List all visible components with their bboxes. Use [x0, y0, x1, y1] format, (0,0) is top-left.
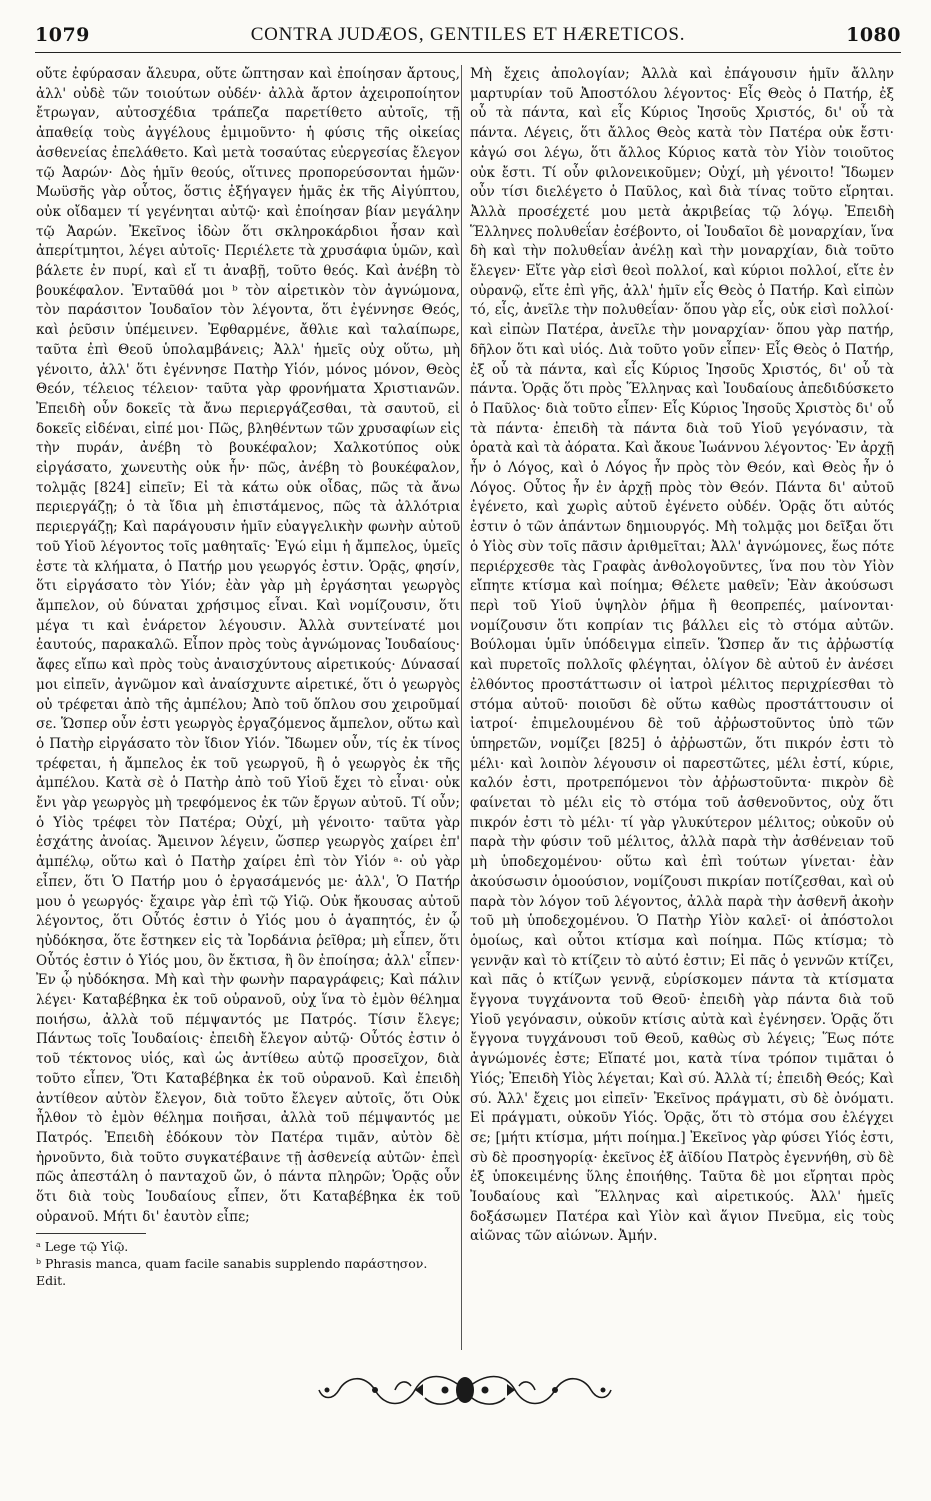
running-header	[35, 22, 901, 53]
footnote-separator	[36, 1233, 146, 1234]
running-title: CONTRA JUDÆOS, GENTILES ET HÆRETICOS.	[250, 24, 686, 45]
column-divider	[461, 65, 462, 1350]
left-column-text: οὔτε ἐφύρασαν ἄλευρα, οὔτε ὤπτησαν καὶ ἐποίησαν ἄρτους, ἀλλ' οὐδὲ τῶν τοιούτων οὐδέν· ἀλλὰ ἄρτον ἀχειροποίητον ἔτρωγαν, αὐτοσχέδια τράπεζα παρετίθετο αὐτοῖς, τῇ ἀπαθείᾳ τοὺς ἀγγέλους ἐμιμοῦντο· ἡ φύσις τῆς οἰκείας ἀσθενείας ἐπελάθετο. Καὶ μετὰ τοσαύτας εὐεργεσίας ἔλεγον τῷ Ἀαρών· Δὸς ἡμῖν θεούς, οἵτινες προπορεύσονται ἡμῶν· Μωϋσῆς γὰρ οὗτος, ὅστις ἐξήγαγεν ἡμᾶς ἐκ τῆς Αἰγύπτου, οὐκ οἴδαμεν τί γεγένηται αὐτῷ· καὶ ἐποίησαν βίαν μεγάλην τῷ Ἀαρών. Ἐκεῖνος ἰδὼν ὅτι σκληροκάρδιοι ἦσαν καὶ ἀπερίτμητοι, λέγει αὐτοῖς· Περιέλετε τὰ χρυσάφια ὑμῶν, καὶ βάλετε ἐν πυρί, καὶ εἴ τι ἀναβῇ, τοῦτο θεός. Καὶ ἀνέβη τὸ βουκέφαλον. Ἐνταῦθά μοι ᵇ τὸν αἱρετικὸν τὸν ἀγνώμονα, τὸν παράσιτον Ἰουδαῖον τὸν λέγοντα, ὅτι ἐγέννησε Θεός, καὶ ῥεῦσιν ὑπέμεινεν. Ἐφθαρμένε, ἄθλιε καὶ ταλαίπωρε, ταῦτα ἐπὶ Θεοῦ ὑπολαμβάνεις; Ἀλλ' ἡμεῖς οὐχ οὕτω, μὴ γένοιτο, ἀλλ' ὅτι ἐγέννησε Πατὴρ Υἱόν, μόνος μόνον, Θεὸς Θεόν, τέλειος τέλειον· ταῦτα γὰρ φρονήματα Χριστιανῶν. Ἐπειδὴ οὖν δοκεῖς τὰ ἄνω περιεργάζεσθαι, τὰ σαυτοῦ, εἰ δοκεῖς εἰδέναι, εἰπέ μοι· Πῶς, βληθέντων τῶν χρυσαφίων εἰς τὴν πυράν, ἀνέβη τὸ βουκέφαλον; Χαλκοτύπος οὐκ εἰργάσατο, χωνευτὴς οὐκ ἦν· πῶς, ἀνέβη τὸ βουκέφαλον, τολμᾷς [824] εἰπεῖν; Εἰ τὰ κάτω οὐκ οἶδας, πῶς τὰ ἄνω περιεργάζῃ; ὁ τὰ ἴδια μὴ ἐπιστάμενος, πῶς τὰ ἀλλότρια περιεργάζῃ; Καὶ παράγουσιν ἡμῖν εὐαγγελικὴν φωνὴν αὐτοῦ τοῦ Υἱοῦ λέγοντος τοῖς μαθηταῖς· Ἐγώ εἰμι ἡ ἄμπελος, ὑμεῖς ἐστε τὰ κλήματα, ὁ Πατήρ μου γεωργός ἐστιν. Ὁρᾷς, φησίν, ὅτι εἰργάσατο τὸν Υἱόν; ἐὰν γὰρ μὴ ἐργάσηται γεωργὸς ἄμπελον, οὐ δύναται χρήσιμος εἶναι. Καὶ νομίζουσιν, ὅτι μέγα τι καὶ ἐνάρετον λέγουσιν. Ἀλλὰ συντείνατέ μοι ἑαυτούς, παρακαλῶ. Εἶπον πρὸς τοὺς ἀγνώμονας Ἰουδαίους· ἄφες εἴπω καὶ πρὸς τοὺς ἀναισχύντους αἱρετικούς· Δύνασαί μοι εἰπεῖν, ἀγνῶμον καὶ ἀναίσχυντε αἱρετικέ, ὅτι ὁ γεωργὸς οὐ τρέφεται ἀπὸ τῆς ἀμπέλου; Ἀπὸ τοῦ ὅπλου σου χειροῦμαί σε. Ὥσπερ οὖν ἐστι γεωργὸς ἐργαζόμενος ἄμπελον, οὕτω καὶ ὁ Πατὴρ εἰργάσατο τὸν ἴδιον Υἱόν. Ἴδωμεν οὖν, τίς ἐκ τίνος τρέφεται, ἡ ἄμπελος ἐκ τοῦ γεωργοῦ, ἢ ὁ γεωργὸς ἐκ τῆς ἀμπέλου. Κατὰ σὲ ὁ Πατὴρ ἀπὸ τοῦ Υἱοῦ ἔχει τὸ εἶναι· οὐκ ἔνι γὰρ γεωργὸς μὴ τρεφόμενος ἐκ τῶν ἔργων αὐτοῦ. Τί οὖν; ὁ Υἱὸς τρέφει τὸν Πατέρα; Οὐχί, μὴ γένοιτο· ταῦτα γὰρ ἐσχάτης ἀνοίας. Ἄμεινον λέγειν, ὥσπερ γεωργὸς χαίρει ἐπ' ἀμπέλῳ, οὕτω καὶ ὁ Πατὴρ χαίρει ἐπὶ τὸν Υἱόν ᵃ· οὐ γὰρ εἶπεν, ὅτι Ὁ Πατήρ μου ὁ ἐργασάμενός με· ἀλλ', Ὁ Πατήρ μου ὁ γεωργός· ἔχαιρε γὰρ ἐπὶ τῷ Υἱῷ. Οὐκ ἤκουσας αὐτοῦ λέγοντος, ὅτι Οὗτός ἐστιν ὁ Υἱός μου ὁ ἀγαπητός, ἐν ᾧ ηὐδόκησα, ὅτε ἔστηκεν εἰς τὰ Ἰορδάνια ῥεῖθρα; μὴ εἶπεν, ὅτι Οὗτός ἐστιν ὁ Υἱός μου, ὃν ἔκτισα, ἢ ὃν ἐποίησα; ἀλλ' εἶπεν· Ἐν ᾧ ηὐδόκησα. Μὴ καὶ τὴν φωνὴν παραγράφεις; Καὶ πάλιν λέγει· Καταβέβηκα ἐκ τοῦ οὐρανοῦ, οὐχ ἵνα τὸ ἐμὸν θέλημα ποιήσω, ἀλλὰ τοῦ πέμψαντός με Πατρός. Τίσιν ἔλεγε; Πάντως τοῖς Ἰουδαίοις· ἐπειδὴ ἔλεγον αὐτῷ· Οὗτός ἐστιν ὁ τοῦ τέκτονος υἱός, καὶ ὡς ἀντίθεω αὐτῷ προσεῖχον, διὰ τοῦτο εἶπεν, Ὅτι Καταβέβηκα ἐκ τοῦ οὐρανοῦ. Καὶ ἐπειδὴ ἀντίθεον αὐτὸν ἔλεγον, διὰ τοῦτο ἔλεγεν αὐτοῖς, ὅτι Οὐκ ἦλθον τὸ ἐμὸν θέλημα ποιῆσαι, ἀλλὰ τοῦ πέμψαντός με Πατρός. Ἐπειδὴ ἐδόκουν τὸν Πατέρα τιμᾶν, αὐτὸν δὲ ἠρνοῦντο, διὰ τοῦτο συγκατέβαινε τῇ ἀσθενείᾳ αὐτῶν· ἐπεὶ πῶς ἀπεστάλη ὁ πανταχοῦ ὤν, ὁ πάντα πληρῶν; Ὁρᾷς οὖν ὅτι διὰ τοὺς Ἰουδαίους εἶπεν, ὅτι Καταβέβηκα ἐκ τοῦ οὐρανοῦ. Μήτι δι' ἑαυτὸν εἶπε;	[36, 66, 460, 1225]
footnote-b: ᵇ Phrasis manca, quam facile sanabis supplendo παράστησον. Edit.	[36, 1256, 428, 1289]
footnote-a: ᵃ Lege τῷ Υἱῷ.	[36, 1239, 129, 1255]
right-column	[470, 65, 894, 1355]
left-column	[36, 65, 460, 1355]
right-column-text: Μὴ ἔχεις ἀπολογίαν; Ἀλλὰ καὶ ἐπάγουσιν ἡμῖν ἄλλην μαρτυρίαν τοῦ Ἀποστόλου λέγοντος· Εἷς Θεὸς ὁ Πατήρ, ἐξ οὗ τὰ πάντα, καὶ εἷς Κύριος Ἰησοῦς Χριστός, δι' οὗ τὰ πάντα. Λέγεις, ὅτι ἄλλος Θεὸς κατὰ τὸν Πατέρα οὐκ ἔστι· κἀγώ σοι λέγω, ὅτι ἄλλος Κύριος κατὰ τὸν Υἱὸν τοιοῦτος οὐκ ἔστι. Τί οὖν φιλονεικοῦμεν; Οὐχί, μὴ γένοιτο! Ἴδωμεν οὖν τίσι διελέγετο ὁ Παῦλος, καὶ διὰ τίνας τοῦτο εἴρηται. Ἀλλὰ προσέχετέ μου μετὰ ἀκριβείας τῷ λόγῳ. Ἐπειδὴ Ἕλληνες πολυθεΐαν ἐσέβοντο, οἱ Ἰουδαῖοι δὲ μοναρχίαν, ἵνα δὴ καὶ τὴν πολυθεΐαν ἀνέλῃ καὶ τὴν μοναρχίαν, διὰ τοῦτο ἔλεγεν· Εἴτε γὰρ εἰσὶ θεοὶ πολλοί, καὶ κύριοι πολλοί, εἴτε ἐν οὐρανῷ, εἴτε ἐπὶ γῆς, ἀλλ' ἡμῖν εἷς Θεὸς ὁ Πατήρ. Καὶ εἰπὼν τό, εἷς, ἀνεῖλε τὴν πολυθεΐαν· ὅπου γὰρ εἷς, οὐκ εἰσὶ πολλοί· καὶ εἰπὼν Πατέρα, ἀνεῖλε τὴν μοναρχίαν· ὅπου γὰρ πατήρ, δῆλον ὅτι καὶ υἱός. Διὰ τοῦτο γοῦν εἶπεν· Εἷς Θεὸς ὁ Πατήρ, ἐξ οὗ τὰ πάντα, καὶ εἷς Κύριος Ἰησοῦς Χριστός, δι' οὗ τὰ πάντα. Ὁρᾷς ὅτι πρὸς Ἕλληνας καὶ Ἰουδαίους ἀπεδιδύσκετο ὁ Παῦλος· διὰ τοῦτο εἶπεν· Εἷς Κύριος Ἰησοῦς Χριστὸς δι' οὗ τὰ πάντα· ἐπειδὴ τὰ πάντα διὰ τοῦ Υἱοῦ γεγόνασιν, τὰ ὁρατὰ καὶ τὰ ἀόρατα. Καὶ ἄκουε Ἰωάννου λέγοντος· Ἐν ἀρχῇ ἦν ὁ Λόγος, καὶ ὁ Λόγος ἦν πρὸς τὸν Θεόν, καὶ Θεὸς ἦν ὁ Λόγος. Οὗτος ἦν ἐν ἀρχῇ πρὸς τὸν Θεόν. Πάντα δι' αὐτοῦ ἐγένετο, καὶ χωρὶς αὐτοῦ ἐγένετο οὐδέν. Ὁρᾷς ὅτι αὐτός ἐστιν ὁ τῶν ἁπάντων δημιουργός. Μὴ τολμᾷς μοι δεῖξαι ὅτι ὁ Υἱὸς σὺν τοῖς πᾶσιν ἀριθμεῖται; Ἀλλ' ἀγνώμονες, ἕως πότε περιέρχεσθε τὰς Γραφὰς ἀνθολογοῦντες, ἵνα που τὸν Υἱὸν εἴπητε κτίσμα καὶ ποίημα; Θέλετε μαθεῖν; Ἐὰν ἀκούσωσι περὶ τοῦ Υἱοῦ ὑψηλὸν ῥῆμα ἢ θεοπρεπές, μαίνονται· νομίζουσιν ὅτι κοπρίαν τις βάλλει εἰς τὸ στόμα αὐτῶν. Βούλομαι ὑμῖν ὑπόδειγμα εἰπεῖν. Ὥσπερ ἄν τις ἀῤῥωστίᾳ καὶ πυρετοῖς πολλοῖς φλέγηται, ὀλίγον δὲ αὐτοῦ ἐν ἀνέσει ἐλθόντος προστάττωσιν οἱ ἰατροὶ μέλιτος περιχρίεσθαι τὸ στόμα αὐτοῦ· ποιοῦσι δὲ οὕτω καθὼς προστάττουσιν οἱ ἰατροί· ἐπιμελουμένου δὲ τοῦ ἀῤῥωστοῦντος ὑπὸ τῶν ὑπηρετῶν, νομίζει [825] ὁ ἀῤῥωστῶν, ὅτι πικρόν ἐστι τὸ μέλι· καὶ λοιπὸν λέγουσιν οἱ παρεστῶτες, μέλι ἐστί, κύριε, καλόν ἐστι, προτρεπόμενοι τὸν ἀῤῥωστοῦντα· πικρὸν δὲ φαίνεται τὸ μέλι εἰς τὸ στόμα τοῦ ἀσθενοῦντος, οὐχ ὅτι πικρόν ἐστι τὸ μέλι· τί γὰρ γλυκύτερον μέλιτος; οὐκοῦν οὐ παρὰ τὴν φύσιν τοῦ μέλιτος, ἀλλὰ παρὰ τὴν ἀσθένειαν τοῦ μὴ ὑποδεχομένου· οὕτω καὶ ἐπὶ τούτων γίνεται· ἐὰν ἀκούσωσιν ὁμοούσιον, νομίζουσι πικρίαν ποτίζεσθαι, καὶ οὐ παρὰ τὸν λόγον τοῦ λέγοντος, ἀλλὰ παρὰ τὴν ἀσθενῆ ἀκοὴν τοῦ μὴ ὑποδεχομένου. Ὁ Πατὴρ Υἱὸν καλεῖ· οἱ ἀπόστολοι ὁμοίως, καὶ οὗτοι κτίσμα καὶ ποίημα. Πῶς κτίσμα; τὸ γεννᾷν καὶ τὸ κτίζειν τὸ αὐτό ἐστιν; Εἰ πᾶς ὁ γεννῶν κτίζει, καὶ πᾶς ὁ κτίζων γεννᾷ, εὑρίσκομεν πάντα τὰ κτίσματα ἔγγονα τυγχάνοντα τοῦ Θεοῦ· ἐπειδὴ γὰρ πάντα διὰ τοῦ Υἱοῦ γεγόνασιν, οὐκοῦν κτίσις αὐτὰ καὶ ἐγένησεν. Ὁρᾷς ὅτι ἔγγονα τυγχάνουσι τοῦ Θεοῦ, καθὼς σὺ λέγεις; Ἕως πότε ἀγνώμονές ἐστε; Εἴπατέ μοι, κατὰ τίνα τρόπον τιμᾶται ὁ Υἱός; Ἐπειδὴ Υἱὸς λέγεται; Καὶ σύ. Ἀλλὰ τί; ἐπειδὴ Θεός; Καὶ σύ. Ἀλλ' ἔχεις μοι εἰπεῖν· Ἐκεῖνος πράγματι, σὺ δὲ ὀνόματι. Εἰ πράγματι, οὐκοῦν Υἱός. Ὁρᾷς, ὅτι τὸ στόμα σου ἐλέγχει σε; [μήτι κτίσμα, μήτι ποίημα.] Ἐκεῖνος γὰρ φύσει Υἱός ἐστι, σὺ δὲ προσηγορίᾳ· ἐκεῖνος ἐξ ἀϊδίου Πατρὸς ἐγεννήθη, σὺ δὲ ἐξ ὑποκειμένης ὕλης ἐποιήθης. Ταῦτα δὲ μοι εἴρηται πρὸς Ἰουδαίους καὶ Ἕλληνας καὶ αἱρετικούς. Ἀλλ' ἡμεῖς δοξάσωμεν Πατέρα καὶ Υἱὸν καὶ ἅγιον Πνεῦμα, εἰς τοὺς αἰῶνας τῶν αἰώνων. Ἀμήν.	[470, 66, 894, 1245]
right-page-number: 1080	[846, 24, 901, 46]
floral-tailpiece-ornament-icon	[315, 1368, 615, 1412]
left-page-number: 1079	[35, 24, 90, 46]
